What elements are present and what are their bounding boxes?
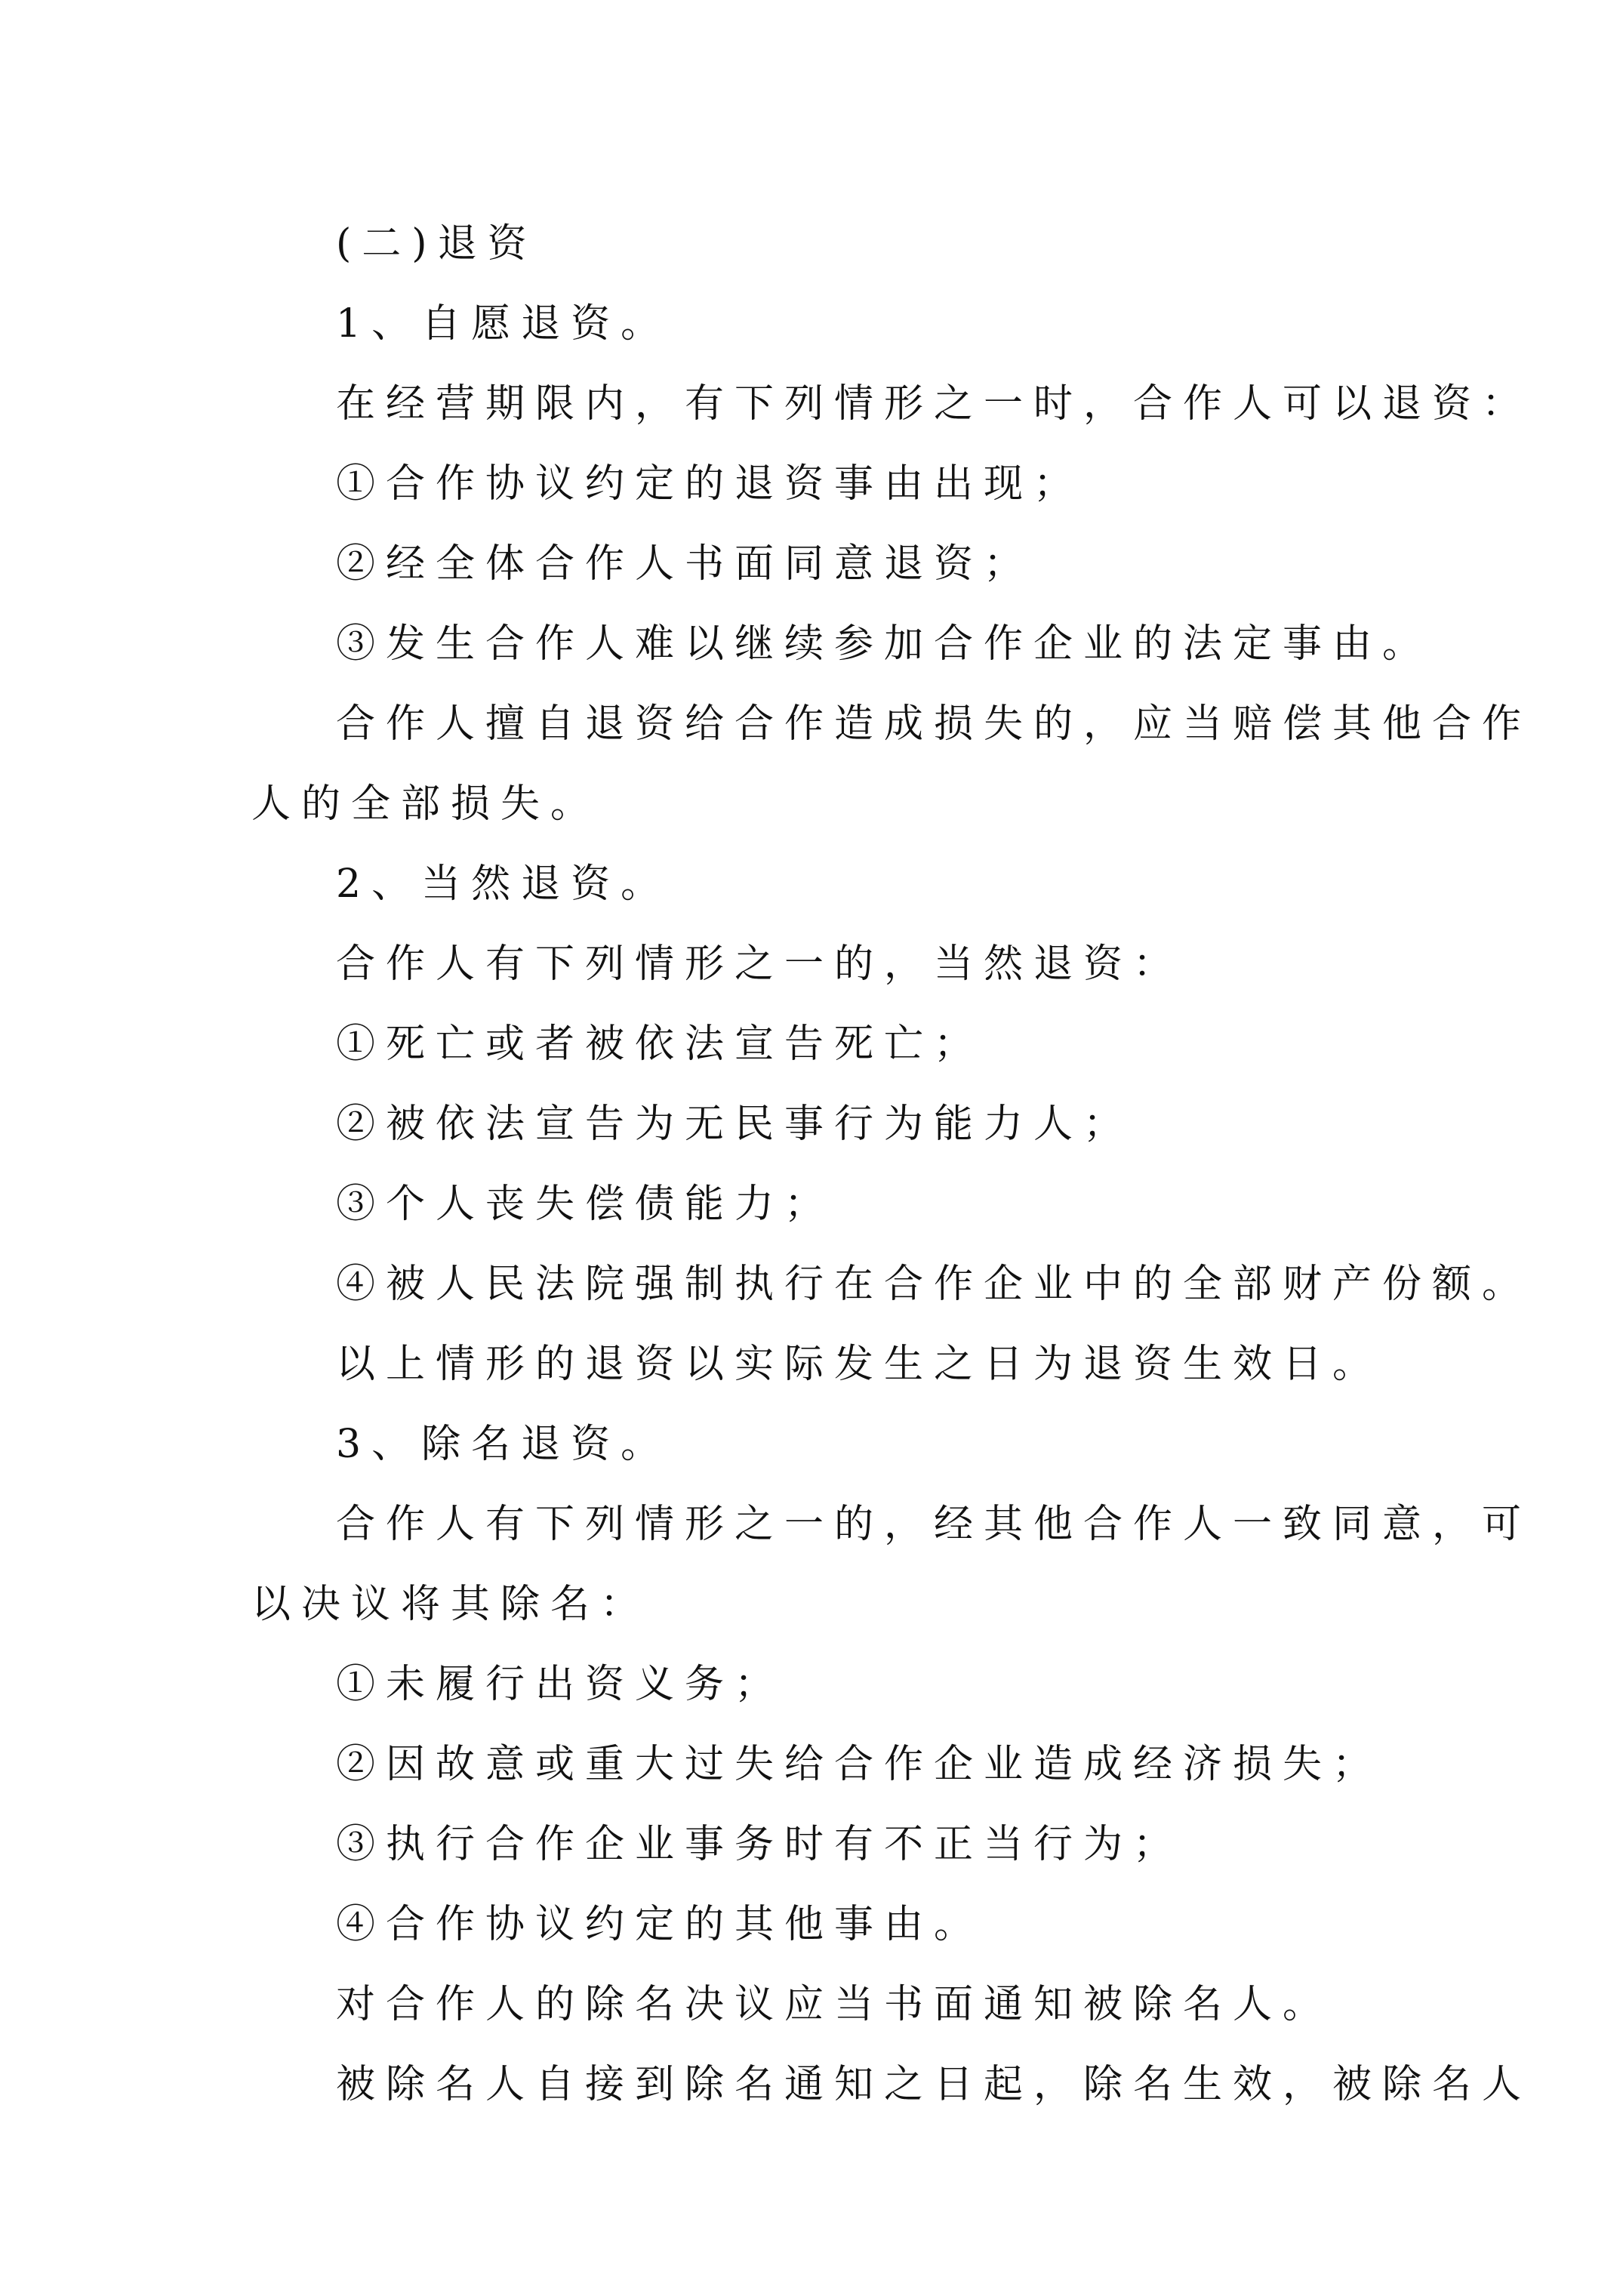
paragraph-line: 被除名人自接到除名通知之日起，除名生效，被除名人	[336, 2062, 1532, 2107]
paragraph-line: 以上情形的退资以实际发生之日为退资生效日。	[336, 1342, 1383, 1387]
section-heading: (二)退资	[336, 221, 537, 267]
document-body	[251, 204, 1532, 2125]
list-item: ①未履行出资义务；	[336, 1662, 785, 1707]
paragraph-line-continuation: 以决议将其除名：	[251, 1582, 651, 1627]
paragraph-line: 合作人有下列情形之一的，当然退资：	[336, 942, 1184, 987]
subsection-heading: 1、自愿退资。	[336, 301, 671, 347]
list-item: ②经全体合作人书面同意退资；	[336, 541, 1034, 587]
list-item: ①死亡或者被依法宣告死亡；	[336, 1022, 984, 1067]
list-item: ③执行合作企业事务时有不正当行为；	[336, 1822, 1184, 1867]
list-item: ③发生合作人难以继续参加合作企业的法定事由。	[336, 621, 1433, 667]
subsection-heading: 2、当然退资。	[336, 861, 671, 907]
subsection-heading: 3、除名退资。	[336, 1422, 671, 1467]
paragraph-line: 合作人有下列情形之一的，经其他合作人一致同意，可	[336, 1502, 1532, 1547]
paragraph-line: 合作人擅自退资给合作造成损失的，应当赔偿其他合作	[336, 701, 1532, 747]
paragraph-line-continuation: 人的全部损失。	[251, 781, 601, 827]
list-item: ②因故意或重大过失给合作企业造成经济损失；	[336, 1742, 1383, 1787]
paragraph-line: 在经营期限内，有下列情形之一时，合作人可以退资：	[336, 381, 1532, 427]
list-item: ③个人丧失偿债能力；	[336, 1182, 835, 1227]
paragraph-line: 对合作人的除名决议应当书面通知被除名人。	[336, 1982, 1333, 2027]
list-item: ④被人民法院强制执行在合作企业中的全部财产份额。	[336, 1262, 1532, 1307]
list-item: ①合作协议约定的退资事由出现；	[336, 461, 1084, 507]
list-item: ④合作协议约定的其他事由。	[336, 1902, 984, 1947]
list-item: ②被依法宣告为无民事行为能力人；	[336, 1102, 1134, 1147]
